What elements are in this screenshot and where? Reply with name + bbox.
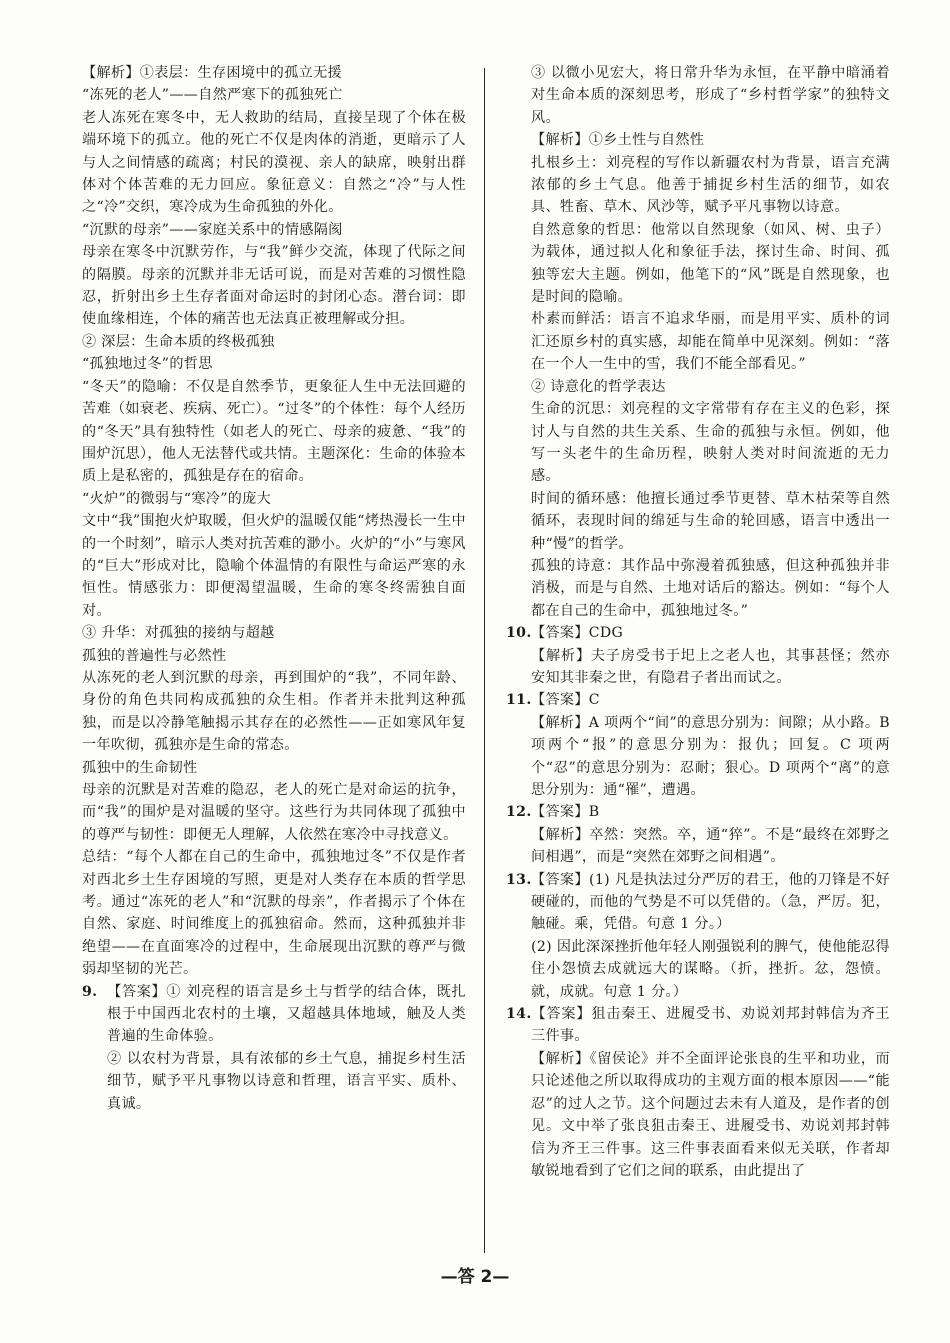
paragraph [82, 846, 466, 980]
paragraph [506, 62, 890, 129]
paragraph-text: 【解析】卒然：突然。卒，通“猝”。不是“最终在郊野之间相遇”，而是“突然在郊野之间相遇”。 [531, 826, 890, 866]
paragraph [82, 107, 466, 219]
paragraph [82, 981, 466, 1048]
paragraph-text: “沉默的母亲”——家庭关系中的情感隔阂 [82, 221, 343, 238]
paragraph [82, 488, 466, 510]
question-number: 12. [506, 804, 532, 821]
paragraph [506, 308, 890, 375]
paragraph-text: 母亲在寒冬中沉默劳作，与“我”鲜少交流，体现了代际之间的隔膜。母亲的沉默并非无话可说，而是对苦难的习惯性隐忍，折射出乡土生存者面对命运时的封闭心态。潜台词：即使血缘相连，个体的痛苦也无法真正被理解或分担。 [82, 244, 466, 328]
question-number: 10. [506, 625, 532, 642]
paragraph-text: 【解析】①表层：生存困境中的孤立无援 [82, 65, 342, 81]
paragraph [506, 689, 890, 711]
paragraph [82, 779, 466, 846]
paragraph-text: 从冻死的老人到沉默的母亲，再到围炉的“我”，不同年龄、身份的角色共同构成孤独的众生相。作者并未批判这种孤独，而是以冷静笔触揭示其存在的必然性——正如寒风年复一年吹彻，孤独亦是生命的常态。 [82, 669, 466, 754]
paragraph [506, 376, 890, 398]
paragraph-text: 生命的沉思：刘亮程的文字常带有存在主义的色彩，探讨人与自然的共生关系、生命的孤独与永恒。例如，他写一头老牛的生命历程，映射人类对时间流逝的无力感。 [531, 401, 890, 485]
paragraph-text: ② 以农村为背景，具有浓郁的乡土气息，捕捉乡村生活细节，赋予平凡事物以诗意和哲理，语言平实、质朴、真诚。 [107, 1050, 466, 1112]
paragraph-text: 孤独的诗意：其作品中弥漫着孤独感，但这种孤独并非消极，而是与自然、土地对话后的豁达。例如：“每个人都在自己的生命中，孤独地过冬。” [531, 557, 890, 619]
paragraph-text: (2) 因此深深挫折他年轻人刚强锐利的脾气，使他能忍得住小怨愤去成就远大的谋略。（折，挫折。忿，怨愤。就，成就。句意 1 分。） [531, 938, 890, 1000]
left-column [82, 62, 466, 1115]
question-number: 9. [82, 983, 98, 1000]
paragraph-text: 时间的循环感：他擅长通过季节更替、草木枯荣等自然循环，表现时间的绵延与生命的轮回感，语言中透出一种“慢”的哲学。 [531, 490, 890, 552]
paragraph [82, 667, 466, 757]
paragraph [506, 801, 890, 823]
paragraph [506, 219, 890, 309]
paragraph [82, 645, 466, 667]
paragraph [82, 376, 466, 488]
paragraph-text: 孤独中的生命韧性 [82, 759, 198, 776]
paragraph-text: ③ 以微小见宏大，将日常升华为永恒，在平静中暗涌着对生命本质的深刻思考，形成了“乡村哲学家”的独特文风。 [531, 65, 890, 126]
paragraph [82, 84, 466, 106]
answer-page [82, 62, 890, 1257]
paragraph [82, 757, 466, 779]
paragraph [506, 488, 890, 555]
paragraph [82, 219, 466, 241]
paragraph [506, 1048, 890, 1182]
paragraph [506, 129, 890, 151]
paragraph-text: “冻死的老人”——自然严寒下的孤独死亡 [82, 87, 343, 104]
paragraph-text: 老人冻死在寒冬中，无人救助的结局，直接呈现了个体在极端环境下的孤立。他的死亡不仅是肉体的消逝，更暗示了人与人之间情感的疏离；村民的漠视、亲人的缺席，映射出群体对个体苦难的无力回应。象征意义：自然之“冷”与人性之“冷”交织，寒冷成为生命孤独的外化。 [82, 109, 466, 216]
paragraph-text: 【解析】《留侯论》并不全面评论张良的生平和功业，而只论述他之所以取得成功的主观方面的根本原因——“能忍”的过人之节。这个问题过去未有人道及，是作者的创见。文中举了张良狙击秦王、进履受书、劝说刘邦封韩信为齐王三件事。这三件事表面看来似无关联，作者却敏锐地看到了它们之间的联系，由此提出了 [531, 1050, 890, 1179]
question-number: 11. [506, 692, 532, 709]
paragraph [82, 622, 466, 644]
paragraph-text: 自然意象的哲思：他常以自然现象（如风、树、虫子）为载体，通过拟人化和象征手法，探讨生命、时间、孤独等宏大主题。例如，他笔下的“风”既是自然现象，也是时间的隐喻。 [531, 221, 890, 306]
paragraph [506, 869, 890, 936]
paragraph-text: ② 深层：生命本质的终极孤独 [82, 333, 275, 350]
paragraph-text: 【答案】C [531, 692, 600, 709]
paragraph-text: 【解析】夫子房受书于圯上之老人也，其事甚怪；然亦安知其非秦之世，有隐君子者出而试之。 [531, 647, 890, 686]
paragraph-text: 朴素而鲜活：语言不追求华丽，而是用平实、质朴的词汇还原乡村的真实感，却能在简单中见深刻。例如：“落在一个人一生中的雪，我们不能全部看见。” [531, 311, 890, 373]
paragraph-text: 母亲的沉默是对苦难的隐忍，老人的死亡是对命运的抗争，而“我”的围炉是对温暖的坚守。这些行为共同体现了孤独中的尊严与韧性：即便无人理解，人依然在寒冷中寻找意义。 [82, 782, 466, 843]
paragraph [82, 62, 466, 84]
paragraph-text: 【答案】(1) 凡是执法过分严厉的君王，他的刀锋是不好硬碰的，而他的气势是不可以凭借的。（急，严厉。犯，触碰。乘，凭借。句意 1 分。） [531, 871, 890, 933]
paragraph [506, 824, 890, 869]
paragraph-text: 总结：“每个人都在自己的生命中，孤独地过冬”不仅是作者对西北乡土生存困境的写照，更是对人类存在本质的哲学思考。通过“冻死的老人”和“沉默的母亲”，作者揭示了个体在自然、家庭、时间维度上的孤独宿命。然而，这种孤独并非绝望——在直面寒冷的过程中，生命展现出沉默的尊严与微弱却坚韧的光芒。 [82, 849, 466, 978]
paragraph-text: 【答案】狙击秦王、进履受书、劝说刘邦封韩信为齐王三件事。 [531, 1006, 890, 1045]
question-number: 13. [506, 871, 532, 888]
paragraph-text: 【答案】CDG [531, 625, 624, 642]
page-number: —答 2— [440, 1267, 510, 1287]
paragraph-text: 文中“我”围抱火炉取暖，但火炉的温暖仅能“烤热漫长一生中的一个时刻”，暗示人类对抗苦难的渺小。火炉的“小”与寒风的“巨大”形成对比，隐喻个体温情的有限性与命运严寒的永恒性。情感张力：即便渴望温暖，生命的寒冬终需独自面对。 [82, 513, 466, 619]
paragraph [82, 510, 466, 622]
column-divider [484, 68, 485, 1253]
paragraph [506, 622, 890, 644]
paragraph-text: “冬天”的隐喻：不仅是自然季节，更象征人生中无法回避的苦难（如衰老、疾病、死亡）。“过冬”的个体性：每个人经历的“冬天”具有独特性（如老人的死亡、母亲的疲惫、“我”的围炉沉思），他人无法替代或共情。主题深化：生命的体验本质上是私密的，孤独是存在的宿命。 [82, 378, 466, 485]
paragraph-text: 【解析】A 项两个“间”的意思分别为：间隙；从小路。B 项两个“报”的意思分别为：报仇；回复。C 项两个“忍”的意思分别为：忍耐；狠心。D 项两个“离”的意思分别为：通“罹”，遭遇。 [531, 714, 890, 798]
paragraph-text: “孤独地过冬”的哲思 [82, 356, 213, 373]
paragraph-text: ③ 升华：对孤独的接纳与超越 [82, 625, 275, 642]
paragraph [82, 1048, 466, 1115]
paragraph-text: 【解析】①乡土性与自然性 [531, 132, 705, 149]
paragraph [82, 331, 466, 353]
paragraph [506, 152, 890, 219]
paragraph [506, 555, 890, 622]
paragraph-text: ② 诗意化的哲学表达 [531, 378, 666, 395]
paragraph [82, 353, 466, 375]
paragraph [506, 1003, 890, 1048]
paragraph [506, 712, 890, 802]
question-number: 14. [506, 1006, 532, 1023]
paragraph [506, 645, 890, 690]
paragraph [506, 936, 890, 1003]
paragraph [82, 241, 466, 331]
paragraph-text: 扎根乡土：刘亮程的写作以新疆农村为背景，语言充满浓郁的乡土气息。他善于捕捉乡村生活的细节，如农具、牲畜、草木、风沙等，赋予平凡事物以诗意。 [531, 154, 890, 216]
paragraph [506, 398, 890, 488]
right-column [506, 62, 890, 1182]
paragraph-text: 【答案】① 刘亮程的语言是乡土与哲学的结合体，既扎根于中国西北农村的土壤，又超越具体地域，触及人类普遍的生命体验。 [107, 983, 466, 1045]
paragraph-text: 孤独的普遍性与必然性 [82, 647, 227, 664]
paragraph-text: “火炉”的微弱与“寒冷”的庞大 [82, 490, 272, 507]
paragraph-text: 【答案】B [531, 804, 600, 821]
